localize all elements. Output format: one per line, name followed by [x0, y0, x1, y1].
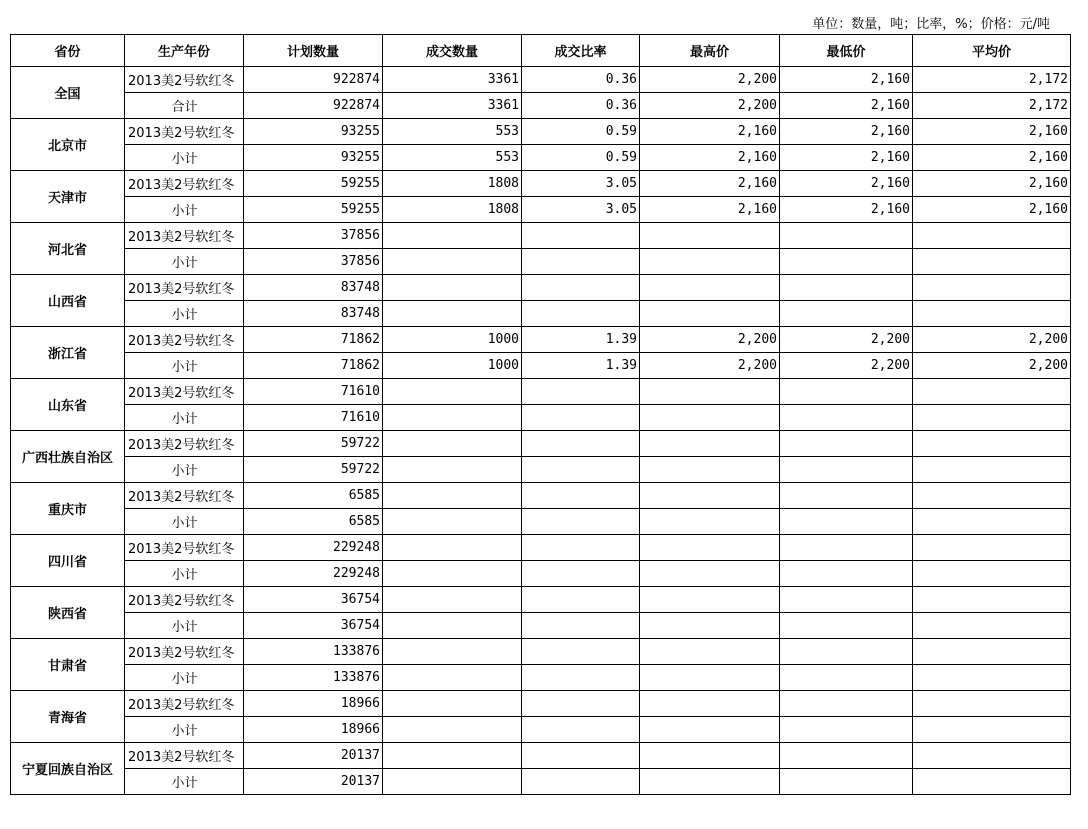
avg-price-cell: 2,200	[913, 353, 1071, 379]
avg-price-cell: 2,200	[913, 327, 1071, 353]
deal-qty-cell	[383, 457, 522, 483]
avg-price-cell	[913, 509, 1071, 535]
province-cell: 重庆市	[11, 483, 125, 535]
deal-rate-cell: 0.59	[522, 145, 640, 171]
plan-qty-cell: 20137	[244, 743, 383, 769]
deal-qty-cell	[383, 535, 522, 561]
header-row	[11, 35, 1071, 67]
table-row	[11, 769, 1071, 795]
max-price-cell: 2,200	[640, 353, 780, 379]
deal-rate-cell	[522, 275, 640, 301]
min-price-cell	[780, 509, 913, 535]
min-price-cell	[780, 405, 913, 431]
table-row	[11, 535, 1071, 561]
min-price-cell	[780, 301, 913, 327]
province-cell: 陕西省	[11, 587, 125, 639]
max-price-cell	[640, 379, 780, 405]
year-cell: 小计	[125, 613, 244, 639]
min-price-cell	[780, 639, 913, 665]
max-price-cell	[640, 405, 780, 431]
min-price-cell	[780, 561, 913, 587]
avg-price-cell: 2,172	[913, 67, 1071, 93]
year-cell: 2013美2号软红冬	[125, 587, 244, 613]
avg-price-cell	[913, 301, 1071, 327]
header-max-price: 最高价	[640, 35, 780, 67]
max-price-cell: 2,160	[640, 171, 780, 197]
deal-qty-cell	[383, 561, 522, 587]
min-price-cell	[780, 743, 913, 769]
avg-price-cell	[913, 587, 1071, 613]
min-price-cell	[780, 249, 913, 275]
table-row	[11, 67, 1071, 93]
plan-qty-cell: 133876	[244, 639, 383, 665]
table-row	[11, 197, 1071, 223]
province-cell: 青海省	[11, 691, 125, 743]
table-row	[11, 613, 1071, 639]
avg-price-cell	[913, 379, 1071, 405]
max-price-cell	[640, 535, 780, 561]
deal-qty-cell	[383, 249, 522, 275]
max-price-cell: 2,200	[640, 93, 780, 119]
year-cell: 2013美2号软红冬	[125, 223, 244, 249]
max-price-cell: 2,200	[640, 327, 780, 353]
table-row	[11, 587, 1071, 613]
plan-qty-cell: 36754	[244, 613, 383, 639]
max-price-cell: 2,160	[640, 119, 780, 145]
deal-qty-cell	[383, 405, 522, 431]
plan-qty-cell: 36754	[244, 587, 383, 613]
table-row	[11, 405, 1071, 431]
deal-rate-cell: 3.05	[522, 171, 640, 197]
max-price-cell	[640, 587, 780, 613]
min-price-cell	[780, 769, 913, 795]
year-cell: 2013美2号软红冬	[125, 119, 244, 145]
province-cell: 北京市	[11, 119, 125, 171]
avg-price-cell	[913, 405, 1071, 431]
deal-rate-cell	[522, 587, 640, 613]
max-price-cell: 2,160	[640, 197, 780, 223]
table-row	[11, 327, 1071, 353]
plan-qty-cell: 59722	[244, 457, 383, 483]
year-cell: 2013美2号软红冬	[125, 67, 244, 93]
plan-qty-cell: 229248	[244, 535, 383, 561]
avg-price-cell	[913, 275, 1071, 301]
deal-rate-cell	[522, 483, 640, 509]
deal-qty-cell	[383, 691, 522, 717]
deal-rate-cell	[522, 457, 640, 483]
avg-price-cell: 2,160	[913, 145, 1071, 171]
header-plan-qty: 计划数量	[244, 35, 383, 67]
min-price-cell	[780, 665, 913, 691]
min-price-cell: 2,160	[780, 145, 913, 171]
unit-note: 单位：数量，吨；比率，%；价格：元/吨	[812, 17, 1050, 32]
min-price-cell	[780, 223, 913, 249]
table-row	[11, 743, 1071, 769]
max-price-cell	[640, 483, 780, 509]
year-cell: 2013美2号软红冬	[125, 379, 244, 405]
trade-results-table	[10, 34, 1071, 795]
table-row	[11, 93, 1071, 119]
deal-rate-cell	[522, 639, 640, 665]
deal-rate-cell: 3.05	[522, 197, 640, 223]
max-price-cell	[640, 613, 780, 639]
deal-qty-cell	[383, 665, 522, 691]
year-cell: 2013美2号软红冬	[125, 483, 244, 509]
deal-qty-cell: 553	[383, 145, 522, 171]
avg-price-cell	[913, 535, 1071, 561]
year-cell: 小计	[125, 509, 244, 535]
plan-qty-cell: 37856	[244, 249, 383, 275]
deal-qty-cell: 1808	[383, 197, 522, 223]
plan-qty-cell: 20137	[244, 769, 383, 795]
plan-qty-cell: 93255	[244, 119, 383, 145]
plan-qty-cell: 18966	[244, 717, 383, 743]
table-row	[11, 717, 1071, 743]
deal-qty-cell	[383, 379, 522, 405]
avg-price-cell	[913, 431, 1071, 457]
table-row	[11, 223, 1071, 249]
max-price-cell	[640, 223, 780, 249]
province-cell: 浙江省	[11, 327, 125, 379]
table-row	[11, 665, 1071, 691]
year-cell: 2013美2号软红冬	[125, 327, 244, 353]
min-price-cell	[780, 717, 913, 743]
min-price-cell	[780, 431, 913, 457]
header-min-price: 最低价	[780, 35, 913, 67]
max-price-cell	[640, 509, 780, 535]
year-cell: 小计	[125, 665, 244, 691]
year-cell: 小计	[125, 405, 244, 431]
max-price-cell	[640, 249, 780, 275]
deal-rate-cell	[522, 301, 640, 327]
deal-qty-cell	[383, 639, 522, 665]
table-row	[11, 483, 1071, 509]
deal-rate-cell	[522, 431, 640, 457]
deal-rate-cell	[522, 743, 640, 769]
plan-qty-cell: 6585	[244, 509, 383, 535]
max-price-cell	[640, 301, 780, 327]
plan-qty-cell: 37856	[244, 223, 383, 249]
deal-rate-cell	[522, 613, 640, 639]
table-row	[11, 301, 1071, 327]
avg-price-cell	[913, 717, 1071, 743]
min-price-cell: 2,200	[780, 327, 913, 353]
max-price-cell	[640, 769, 780, 795]
year-cell: 2013美2号软红冬	[125, 691, 244, 717]
avg-price-cell	[913, 457, 1071, 483]
min-price-cell	[780, 535, 913, 561]
deal-qty-cell	[383, 483, 522, 509]
plan-qty-cell: 71610	[244, 379, 383, 405]
table-row	[11, 431, 1071, 457]
avg-price-cell: 2,160	[913, 171, 1071, 197]
table-row	[11, 171, 1071, 197]
province-cell: 四川省	[11, 535, 125, 587]
min-price-cell	[780, 275, 913, 301]
year-cell: 2013美2号软红冬	[125, 639, 244, 665]
plan-qty-cell: 71862	[244, 353, 383, 379]
province-cell: 甘肃省	[11, 639, 125, 691]
year-cell: 小计	[125, 561, 244, 587]
min-price-cell: 2,200	[780, 353, 913, 379]
table-row	[11, 353, 1071, 379]
deal-rate-cell	[522, 691, 640, 717]
deal-qty-cell	[383, 431, 522, 457]
year-cell: 2013美2号软红冬	[125, 535, 244, 561]
max-price-cell	[640, 639, 780, 665]
year-cell: 小计	[125, 717, 244, 743]
year-cell: 合计	[125, 93, 244, 119]
year-cell: 2013美2号软红冬	[125, 743, 244, 769]
deal-qty-cell	[383, 769, 522, 795]
avg-price-cell	[913, 483, 1071, 509]
max-price-cell	[640, 275, 780, 301]
table-row	[11, 119, 1071, 145]
table-row	[11, 561, 1071, 587]
plan-qty-cell: 6585	[244, 483, 383, 509]
deal-rate-cell	[522, 249, 640, 275]
deal-qty-cell	[383, 275, 522, 301]
max-price-cell	[640, 717, 780, 743]
header-avg-price: 平均价	[913, 35, 1071, 67]
plan-qty-cell: 133876	[244, 665, 383, 691]
table-body	[11, 67, 1071, 795]
deal-qty-cell	[383, 509, 522, 535]
deal-rate-cell: 0.59	[522, 119, 640, 145]
max-price-cell	[640, 457, 780, 483]
avg-price-cell	[913, 249, 1071, 275]
plan-qty-cell: 18966	[244, 691, 383, 717]
year-cell: 小计	[125, 249, 244, 275]
year-cell: 小计	[125, 353, 244, 379]
deal-rate-cell	[522, 535, 640, 561]
deal-rate-cell	[522, 561, 640, 587]
table-row	[11, 457, 1071, 483]
deal-qty-cell	[383, 301, 522, 327]
province-cell: 天津市	[11, 171, 125, 223]
max-price-cell	[640, 691, 780, 717]
plan-qty-cell: 922874	[244, 93, 383, 119]
province-cell: 广西壮族自治区	[11, 431, 125, 483]
min-price-cell	[780, 613, 913, 639]
deal-qty-cell: 553	[383, 119, 522, 145]
deal-rate-cell: 0.36	[522, 67, 640, 93]
plan-qty-cell: 229248	[244, 561, 383, 587]
max-price-cell	[640, 561, 780, 587]
max-price-cell: 2,160	[640, 145, 780, 171]
deal-qty-cell: 1808	[383, 171, 522, 197]
province-cell: 全国	[11, 67, 125, 119]
min-price-cell: 2,160	[780, 119, 913, 145]
deal-rate-cell	[522, 717, 640, 743]
table-row	[11, 639, 1071, 665]
deal-qty-cell	[383, 743, 522, 769]
deal-rate-cell	[522, 665, 640, 691]
avg-price-cell	[913, 769, 1071, 795]
deal-rate-cell: 1.39	[522, 327, 640, 353]
avg-price-cell	[913, 665, 1071, 691]
header-deal-rate: 成交比率	[522, 35, 640, 67]
year-cell: 2013美2号软红冬	[125, 431, 244, 457]
deal-rate-cell	[522, 405, 640, 431]
max-price-cell	[640, 665, 780, 691]
province-cell: 河北省	[11, 223, 125, 275]
deal-rate-cell	[522, 379, 640, 405]
deal-qty-cell	[383, 587, 522, 613]
deal-rate-cell	[522, 769, 640, 795]
avg-price-cell: 2,160	[913, 197, 1071, 223]
max-price-cell: 2,200	[640, 67, 780, 93]
min-price-cell	[780, 483, 913, 509]
max-price-cell	[640, 743, 780, 769]
year-cell: 2013美2号软红冬	[125, 171, 244, 197]
table-row	[11, 145, 1071, 171]
min-price-cell: 2,160	[780, 93, 913, 119]
header-year: 生产年份	[125, 35, 244, 67]
province-cell: 山西省	[11, 275, 125, 327]
plan-qty-cell: 59255	[244, 171, 383, 197]
table-row	[11, 691, 1071, 717]
table-row	[11, 509, 1071, 535]
plan-qty-cell: 59255	[244, 197, 383, 223]
year-cell: 小计	[125, 769, 244, 795]
deal-qty-cell	[383, 613, 522, 639]
header-province: 省份	[11, 35, 125, 67]
deal-rate-cell: 1.39	[522, 353, 640, 379]
min-price-cell	[780, 587, 913, 613]
min-price-cell	[780, 457, 913, 483]
avg-price-cell	[913, 691, 1071, 717]
avg-price-cell	[913, 743, 1071, 769]
avg-price-cell	[913, 561, 1071, 587]
table-row	[11, 275, 1071, 301]
plan-qty-cell: 922874	[244, 67, 383, 93]
deal-rate-cell: 0.36	[522, 93, 640, 119]
header-deal-qty: 成交数量	[383, 35, 522, 67]
year-cell: 小计	[125, 145, 244, 171]
avg-price-cell	[913, 223, 1071, 249]
table-row	[11, 249, 1071, 275]
min-price-cell: 2,160	[780, 197, 913, 223]
plan-qty-cell: 93255	[244, 145, 383, 171]
max-price-cell	[640, 431, 780, 457]
plan-qty-cell: 59722	[244, 431, 383, 457]
min-price-cell: 2,160	[780, 67, 913, 93]
year-cell: 2013美2号软红冬	[125, 275, 244, 301]
deal-qty-cell	[383, 717, 522, 743]
deal-rate-cell	[522, 509, 640, 535]
avg-price-cell: 2,160	[913, 119, 1071, 145]
avg-price-cell	[913, 639, 1071, 665]
min-price-cell	[780, 379, 913, 405]
deal-qty-cell	[383, 223, 522, 249]
min-price-cell	[780, 691, 913, 717]
deal-qty-cell: 3361	[383, 93, 522, 119]
avg-price-cell	[913, 613, 1071, 639]
deal-qty-cell: 3361	[383, 67, 522, 93]
deal-qty-cell: 1000	[383, 353, 522, 379]
province-cell: 山东省	[11, 379, 125, 431]
plan-qty-cell: 71862	[244, 327, 383, 353]
plan-qty-cell: 83748	[244, 301, 383, 327]
plan-qty-cell: 83748	[244, 275, 383, 301]
plan-qty-cell: 71610	[244, 405, 383, 431]
table-row	[11, 379, 1071, 405]
deal-qty-cell: 1000	[383, 327, 522, 353]
year-cell: 小计	[125, 197, 244, 223]
year-cell: 小计	[125, 301, 244, 327]
avg-price-cell: 2,172	[913, 93, 1071, 119]
province-cell: 宁夏回族自治区	[11, 743, 125, 795]
min-price-cell: 2,160	[780, 171, 913, 197]
deal-rate-cell	[522, 223, 640, 249]
year-cell: 小计	[125, 457, 244, 483]
